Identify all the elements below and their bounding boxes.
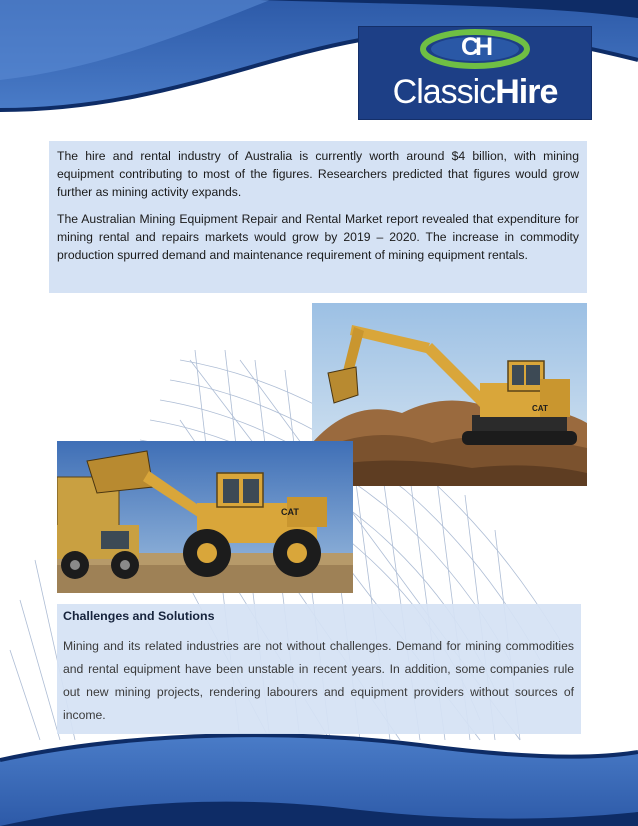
logo-name-regular: Classic [392,73,496,111]
loader-brand-label: CAT [281,507,299,517]
challenges-body: Mining and its related industries are not without challenges. Demand for mining commodities and rental equipment have been unstable in recent years. In addition, some companies rule out new mining projects, rendering labourers and equipment providers without sources of income. [63,639,574,722]
loader-truck-photo [57,441,353,593]
classic-hire-logo [358,26,592,120]
intro-paragraph-2: The Australian Mining Equipment Repair and Rental Market report revealed that expenditure for mining rental and repairs markets would grow by 2019 – 2020. The increase in commodity production spurred demand and maintenance requirement of mining equipment rentals. [57,212,579,262]
intro-paragraph-1: The hire and rental industry of Australia is currently worth around $4 billion, with mining equipment contributing to most of the figures. Researchers predicted that figures would grow further as mining activity expands. [57,149,579,199]
logo-wordmark [359,75,591,109]
challenges-panel [57,604,581,734]
excavator-brand-label: CAT [532,404,548,413]
logo-name-bold: Hire [495,73,558,111]
logo-monogram: CH [460,33,490,61]
intro-panel [49,141,587,293]
challenges-heading: Challenges and Solutions [63,609,215,623]
excavator-photo [312,303,587,486]
